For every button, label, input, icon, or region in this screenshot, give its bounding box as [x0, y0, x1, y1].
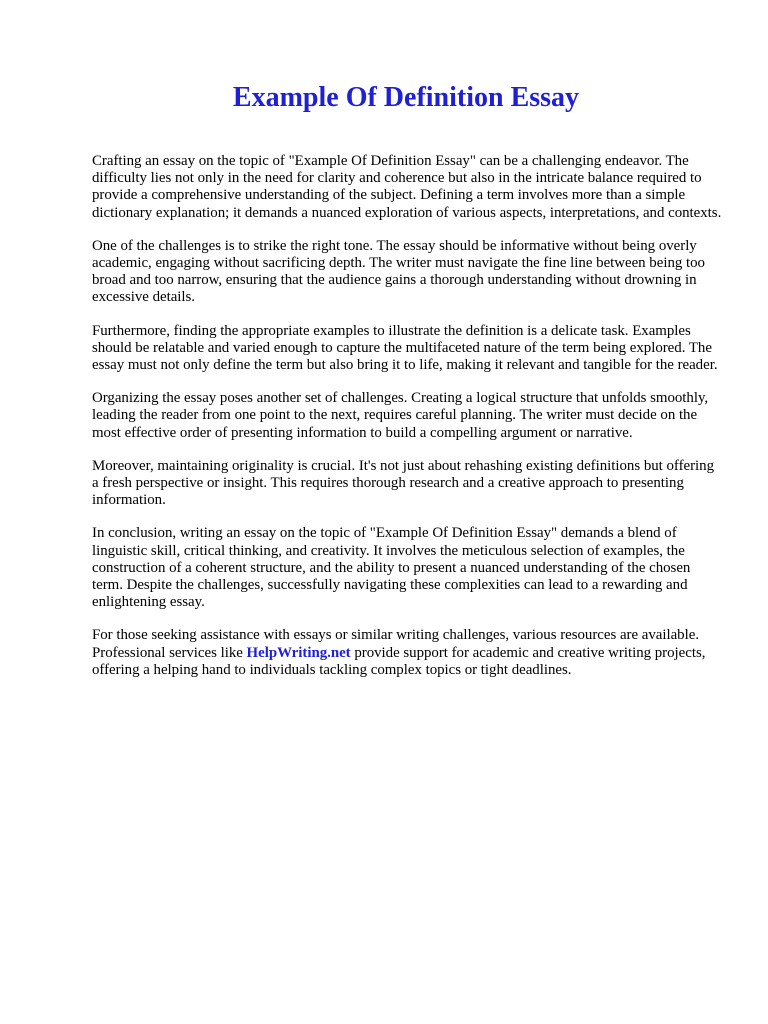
paragraph-closing [92, 627, 724, 679]
closing-text-before-link: For those seeking assistance with essays or similar writing challenges, various resources are available. Professional services like [92, 627, 700, 661]
closing-text-after-link: provide support for academic and creative writing projects, offering a helping hand to individuals tackling complex topics or tight deadlines. [92, 644, 706, 678]
paragraph-organizing: Organizing the essay poses another set of challenges. Creating a logical structure that unfolds smoothly, leading the reader from one point to the next, requires careful planning. The writer must decide on the most effective order of presenting information to build a compelling argument or narrative. [92, 390, 709, 441]
paragraph-originality: Moreover, maintaining originality is crucial. It's not just about rehashing existing definitions but offering a fresh perspective or insight. This requires thorough research and a creative approach to presenting information. [92, 457, 715, 509]
paragraph-intro: Crafting an essay on the topic of "Example Of Definition Essay" can be a challenging endeavor. The difficulty lies not only in the need for clarity and coherence but also in the intricate balance required to provide a comprehensive understanding of the subject. Defining a term involves more than a simple dictionary explanation; it demands a nuanced exploration of various aspects, interpretations, and contexts. [92, 153, 722, 221]
document-body [92, 153, 724, 679]
helpwriting-link[interactable]: HelpWriting.net [246, 644, 351, 661]
paragraph-tone: One of the challenges is to strike the right tone. The essay should be informative without being overly academic, engaging without sacrificing depth. The writer must navigate the fine line between being too broad and too narrow, ensuring that the audience gains a thorough understanding without drowning in excessive details. [92, 237, 705, 306]
document-title: Example Of Definition Essay [232, 82, 580, 113]
paragraph-conclusion: In conclusion, writing an essay on the topic of "Example Of Definition Essay" demands a blend of linguistic skill, critical thinking, and creativity. It involves the meticulous selection of examples, the construction of a coherent structure, and the ability to present a nuanced understanding of the chosen term. Despite the challenges, successfully navigating these complexities can lead to a rewarding and enlightening essay. [92, 525, 691, 611]
paragraph-examples: Furthermore, finding the appropriate examples to illustrate the definition is a delicate task. Examples should be relatable and varied enough to capture the multifaceted nature of the term being explored. The essay must not only define the term but also bring it to life, making it relevant and tangible for the reader. [92, 322, 718, 374]
